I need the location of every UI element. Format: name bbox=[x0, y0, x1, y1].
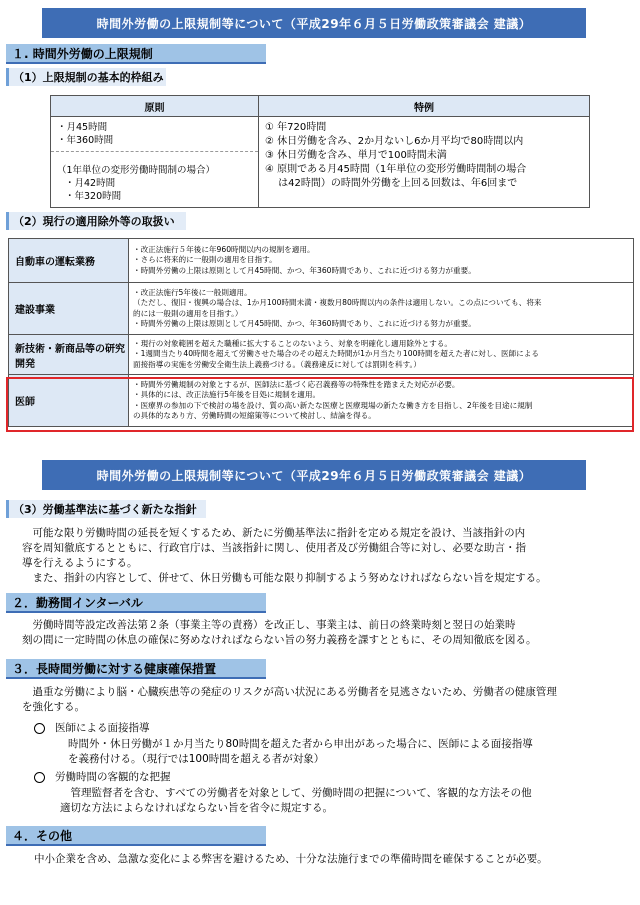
para-line: 適切な方法によらなければならない旨を省令に規定する。 bbox=[60, 802, 333, 814]
health-paragraph bbox=[22, 685, 622, 715]
section-heading-3: ３．長時間労働に対する健康確保措置 bbox=[6, 659, 266, 679]
principle-variable-title: （1年単位の変形労働時間制の場合） bbox=[57, 165, 216, 176]
item-title: 医師による面接指導 bbox=[55, 722, 150, 734]
row-label-rnd: 新技術・新商品等の研究開発 bbox=[9, 335, 129, 375]
para-line: 容を周知徹底するとともに、行政官庁は、当該指針に関し、使用者及び労働組合等に対し、必要な助言・指 bbox=[22, 542, 526, 554]
other-paragraph: 中小企業を含め、急激な変化による弊害を避けるため、十分な法施行までの準備時間を確保することが必要。 bbox=[34, 853, 548, 865]
row-line: ・具体的には、改正法施行5年後を目処に規制を適用。 bbox=[133, 390, 321, 399]
principle-line: ・年360時間 bbox=[57, 135, 114, 146]
exception-line: ③ 休日労働を含み、単月で100時間未満 bbox=[265, 150, 447, 161]
exception-cell bbox=[259, 117, 590, 208]
para-line: また、指針の内容として、併せて、休日労働も可能な限り抑制するよう努めなければならない旨を規定する。 bbox=[32, 572, 547, 584]
item-working-hours bbox=[34, 769, 171, 784]
row-body-doctor bbox=[129, 375, 634, 427]
row-label-driving: 自動車の運転業務 bbox=[9, 239, 129, 283]
circle-bullet-icon bbox=[34, 723, 45, 734]
row-line: 的には一般則の適用を目指す。） bbox=[133, 308, 243, 318]
row-line: ・改正法施行５年後に年960時間以内の規制を適用。 bbox=[133, 244, 315, 254]
para-line: を義務付ける。（現行では100時間を超える者が対象） bbox=[68, 753, 325, 765]
circle-bullet-icon bbox=[34, 772, 45, 783]
page-banner-top: 時間外労働の上限規制等について（平成29年６月５日労働政策審議会 建議） bbox=[42, 8, 586, 38]
para-line: 可能な限り労働時間の延長を短くするため、新たに労働基準法に指針を定める規定を設け、当該指針の内 bbox=[32, 527, 526, 539]
para-line: 管理監督者を含む、すべての労働者を対象として、労働時間の把握について、客観的な方法その他 bbox=[70, 787, 532, 799]
section-heading-2: ２．勤務間インターバル bbox=[6, 593, 266, 613]
subheading-3: （3）労働基準法に基づく新たな指針 bbox=[6, 500, 206, 518]
row-line: ・現行の対象範囲を超えた職種に拡大することのないよう、対象を明確化し適用除外とする。 bbox=[133, 338, 452, 348]
row-label-construction: 建設事業 bbox=[9, 283, 129, 335]
para-line: を強化する。 bbox=[22, 701, 85, 713]
para-line: 労働時間等設定改善法第２条（事業主等の責務）を改正し、事業主は、前日の終業時刻と翌日の始業時 bbox=[32, 619, 516, 631]
principle-line: ・月45時間 bbox=[57, 122, 108, 133]
row-body-driving bbox=[129, 239, 634, 283]
row-line: 面接指導の実施を労働安全衛生法上義務づける。（義務違反に対しては罰則を科す。） bbox=[133, 359, 421, 369]
section-heading-1: １. 時間外労働の上限規制 bbox=[6, 44, 266, 64]
interval-paragraph bbox=[22, 618, 622, 648]
section-heading-4: ４．その他 bbox=[6, 826, 266, 846]
row-line: の具体的なあり方、労働時間の短縮策等について検討し、結論を得る。 bbox=[133, 411, 376, 420]
row-line: ・時間外労働の上限は原則として月45時間、かつ、年360時間であり、これに近づける努力が重要。 bbox=[133, 319, 476, 328]
exemption-table bbox=[8, 238, 634, 427]
row-line: （ただし、復旧・復興の場合は、1か月100時間未満・複数月80時間以内の条件は適用しない。この点についても、将来 bbox=[133, 298, 542, 307]
principle-variable-line: ・年320時間 bbox=[65, 191, 122, 202]
col-principle: 原則 bbox=[51, 96, 259, 117]
exception-line: ② 休日労働を含み、2か月ないし6か月平均で80時間以内 bbox=[265, 136, 524, 147]
principle-cell bbox=[51, 117, 259, 208]
row-line: ・改正法施行5年後に一般則適用。 bbox=[133, 287, 252, 297]
limit-framework-table bbox=[50, 95, 590, 208]
subheading-1: （1）上限規制の基本的枠組み bbox=[6, 68, 166, 86]
para-line: 刻の間に一定時間の休息の確保に努めなければならない旨の努力義務を課すとともに、その周知徹底を図る。 bbox=[22, 634, 537, 646]
guideline-paragraph bbox=[22, 526, 622, 586]
item-doctor-interview-body bbox=[68, 737, 628, 767]
para-line: 過重な労働により脳・心臓疾患等の発症のリスクが高い状況にある労働者を見逃さないため、労働者の健康管理 bbox=[32, 686, 557, 698]
row-body-construction bbox=[129, 283, 634, 335]
item-doctor-interview bbox=[34, 720, 150, 735]
exception-line: ① 年720時間 bbox=[265, 122, 327, 133]
row-body-rnd bbox=[129, 335, 634, 375]
row-label-doctor: 医師 bbox=[9, 375, 129, 427]
exception-line: ④ 原則である月45時間（1年単位の変形労働時間制の場合 bbox=[265, 164, 527, 175]
page-banner-bottom: 時間外労働の上限規制等について（平成29年６月５日労働政策審議会 建議） bbox=[42, 460, 586, 490]
exception-line: は42時間）の時間外労働を上回る回数は、年6回まで bbox=[265, 178, 518, 189]
row-line: ・1週間当たり40時間を超えて労働させた場合のその超えた時間が1か月当たり100時間を超えた者に対し、医師による bbox=[133, 349, 539, 359]
row-line: ・時間外労働規制の対象とするが、医師法に基づく応召義務等の特殊性を踏まえた対応が必要。 bbox=[133, 379, 460, 389]
item-working-hours-body bbox=[60, 786, 630, 816]
para-line: 時間外・休日労働が１か月当たり80時間を超えた者から申出があった場合に、医師による面接指導 bbox=[68, 738, 533, 750]
row-line: ・さらに将来的に一般則の適用を目指す。 bbox=[133, 255, 277, 265]
principle-variable-line: ・月42時間 bbox=[65, 178, 116, 189]
para-line: 導を行えるようにする。 bbox=[22, 557, 138, 569]
subheading-2: （2）現行の適用除外等の取扱い bbox=[6, 212, 186, 230]
row-line: ・時間外労働の上限は原則として月45時間、かつ、年360時間であり、これに近づける努力が重要。 bbox=[133, 265, 476, 275]
item-title: 労働時間の客観的な把握 bbox=[55, 771, 171, 783]
row-line: ・医療界の参加の下で検討の場を設け、質の高い新たな医療と医療現場の新たな働き方を目指し、2年後を目途に規制 bbox=[133, 400, 533, 410]
col-exception: 特例 bbox=[259, 96, 590, 117]
